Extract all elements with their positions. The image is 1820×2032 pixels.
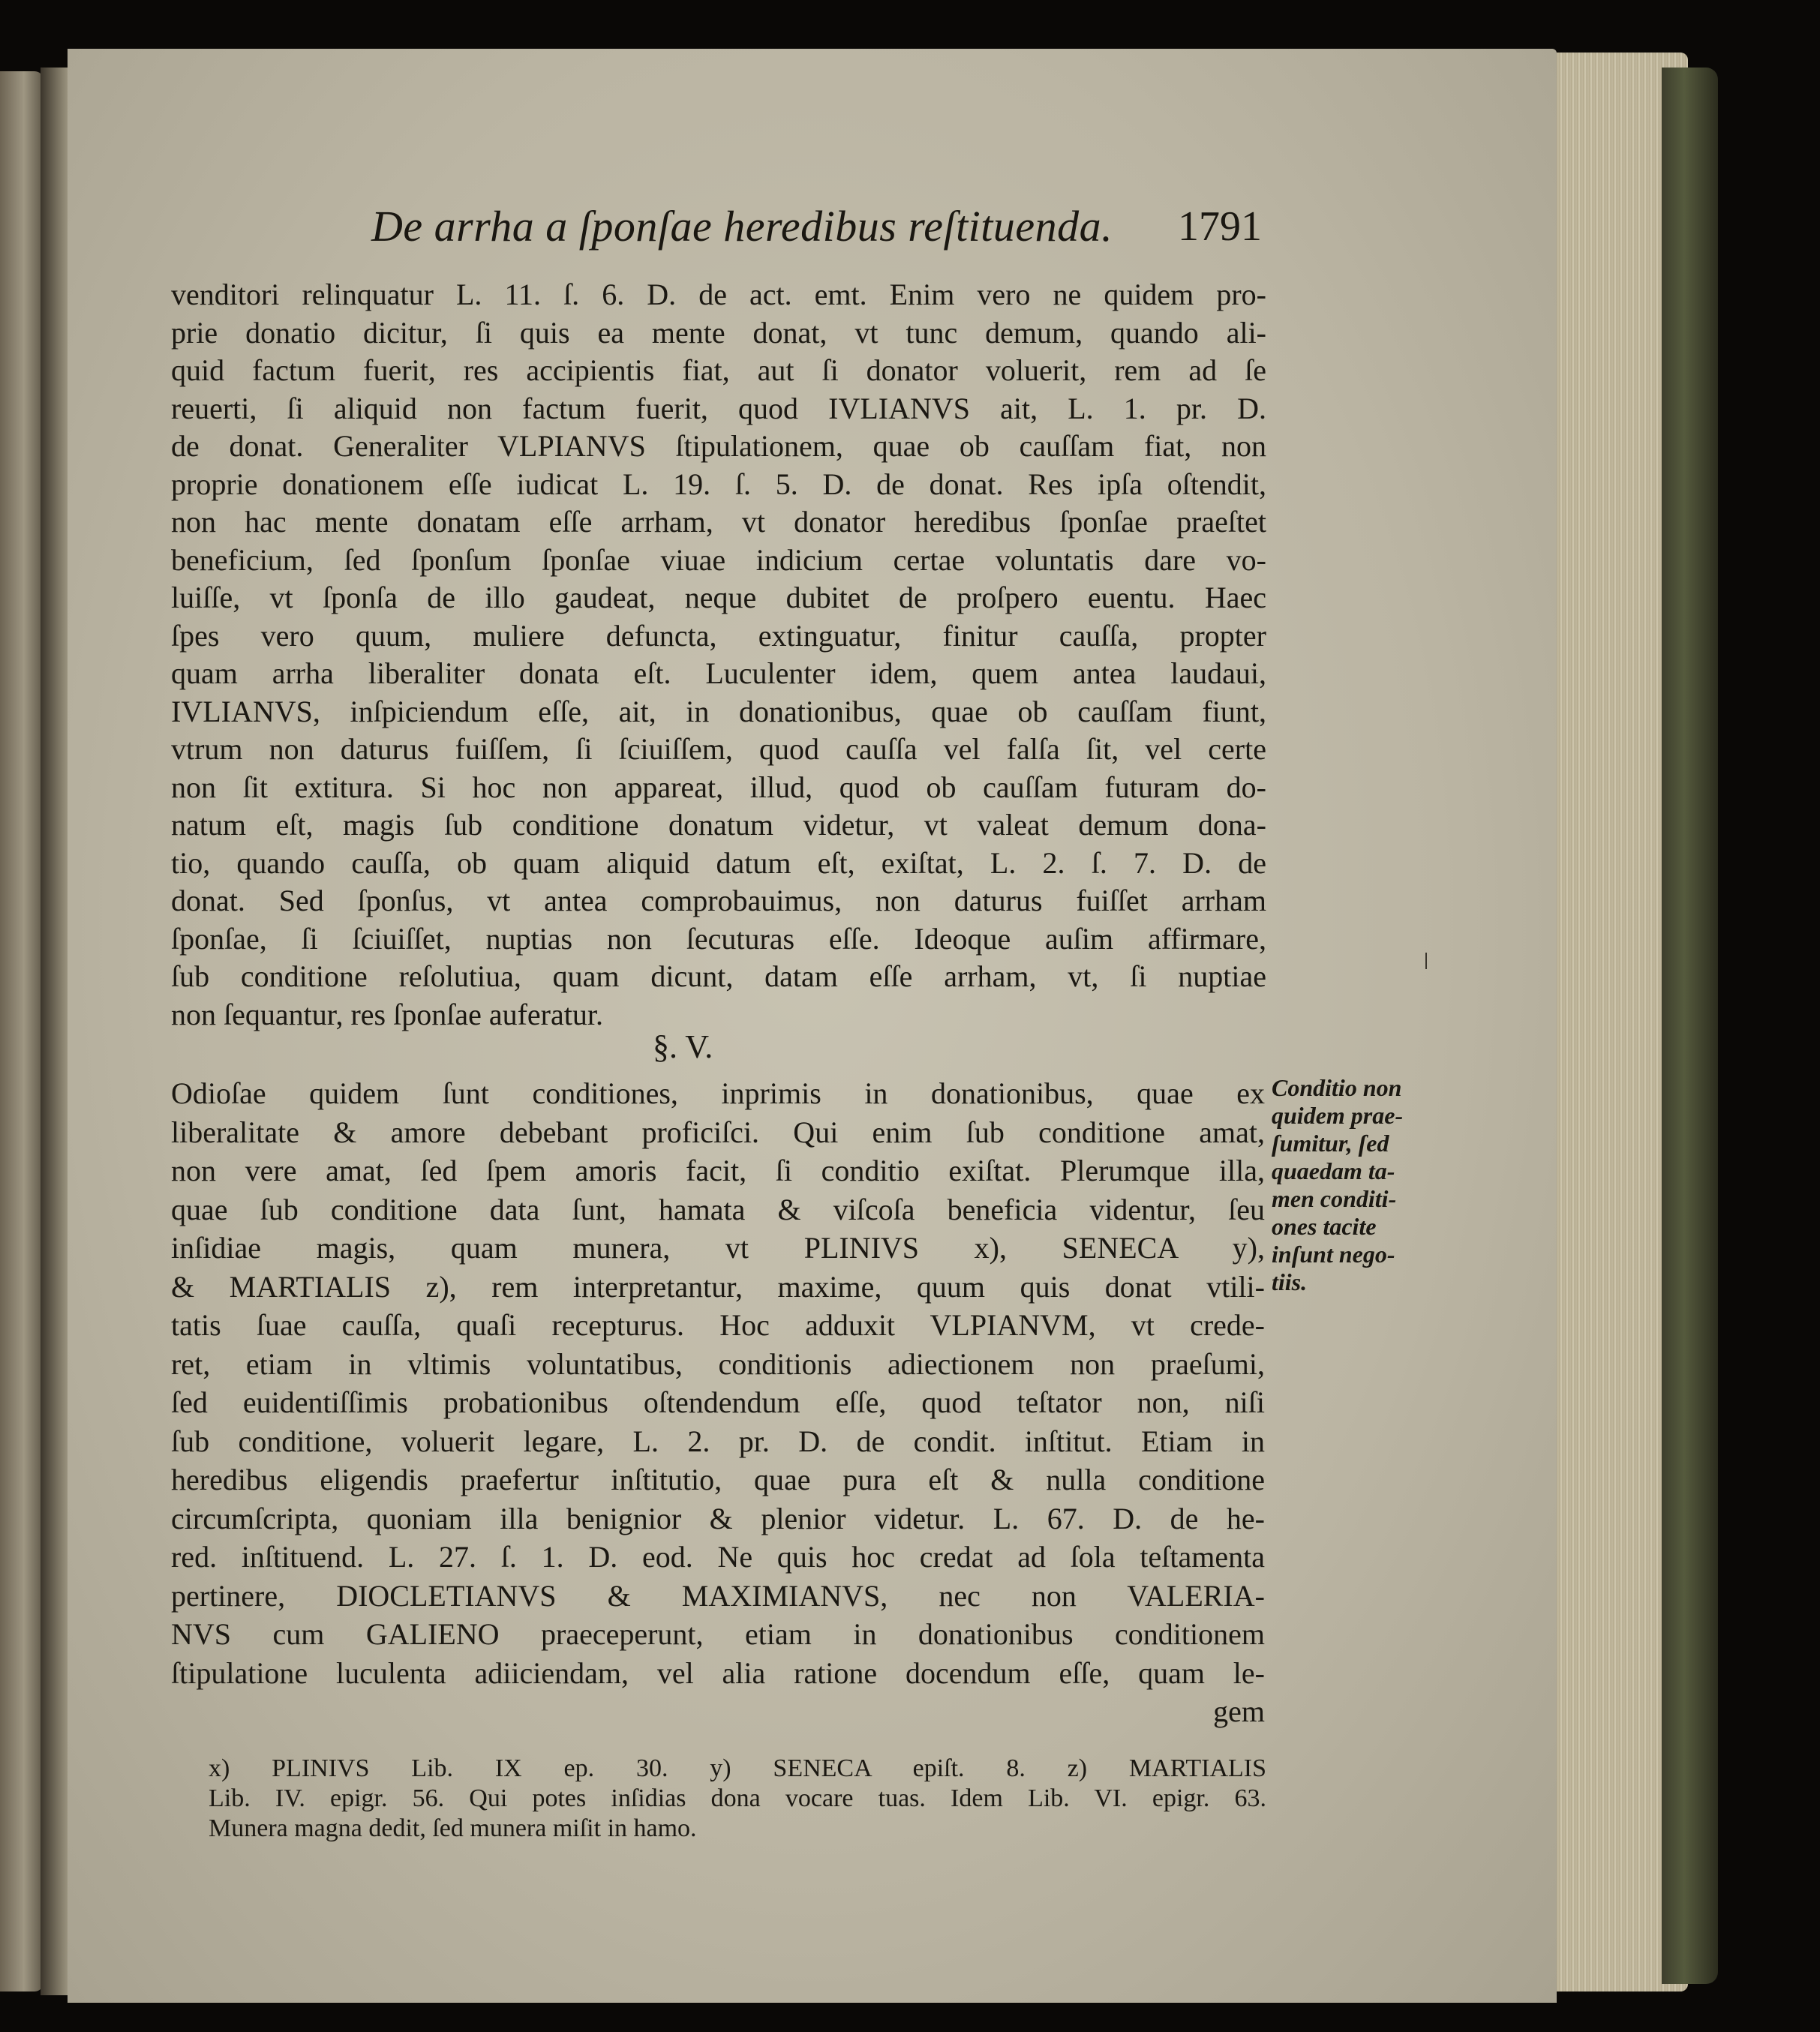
text-line: quam arrha liberaliter donata eſt. Luculenter idem, quem antea laudaui, (171, 656, 1266, 690)
text-line: Odioſae quidem ſunt conditiones, inprimis in donationibus, quae ex (171, 1076, 1265, 1110)
text-line: pertinere, DIOCLETIANVS & MAXIMIANVS, nec non VALERIA- (171, 1578, 1265, 1613)
text-line: donat. Sed ſponſus, vt antea comprobauimus, non daturus fuiſſet arrham (171, 884, 1266, 917)
text-line: tatis ſuae cauſſa, quaſi recepturus. Hoc adduxit VLPIANVM, vt crede- (171, 1308, 1265, 1342)
text-line: quid factum fuerit, res accipientis fiat, aut ſi donator voluerit, rem ad ſe (171, 353, 1266, 387)
marginal-line: ones tacite (1272, 1213, 1377, 1240)
marginal-line: quaedam ta- (1272, 1157, 1395, 1184)
text-line: ſpes vero quum, muliere defuncta, extinguatur, finitur cauſſa, propter (171, 618, 1266, 653)
margin-mark (1425, 953, 1427, 969)
text-line: NVS cum GALIENO praeceperunt, etiam in donationibus conditionem (171, 1617, 1265, 1651)
text-line: natum eſt, magis ſub conditione donatum videtur, vt valeat demum dona- (171, 808, 1266, 842)
text-line: circumſcripta, quoniam illa benignior & plenior videtur. L. 67. D. de he- (171, 1501, 1265, 1535)
catchword: gem (1213, 1694, 1265, 1728)
text-line: ſub conditione reſolutiua, quam dicunt, datam eſſe arrham, vt, ſi nuptiae (171, 959, 1266, 993)
text-line: tio, quando cauſſa, ob quam aliquid datum eſt, exiſtat, L. 2. ſ. 7. D. de (171, 845, 1266, 880)
text-line: ſed euidentiſſimis probationibus oſtendendum eſſe, quod teſtator non, niſi (171, 1385, 1265, 1419)
footnote-line: x) PLINIVS Lib. IX ep. 30. y) SENECA epiſt. 8. z) MARTIALIS (209, 1754, 1266, 1782)
text-line: quae ſub conditione data ſunt, hamata & viſcoſa beneficia videntur, ſeu (171, 1192, 1265, 1226)
text-line: beneficium, ſed ſponſum ſponſae viuae indicium certae voluntatis dare vo- (171, 542, 1266, 577)
text-line: & MARTIALIS z), rem interpretantur, maxime, quum quis donat vtili- (171, 1269, 1265, 1304)
text-line: ſponſae, ſi ſciuiſſet, nuptias non ſecuturas eſſe. Ideoque auſim affirmare, (171, 921, 1266, 956)
marginal-line: men conditi- (1272, 1185, 1397, 1212)
text-line: IVLIANVS, inſpiciendum eſſe, ait, in donationibus, quae ob cauſſam fiunt, (171, 694, 1266, 728)
text-line: de donat. Generaliter VLPIANVS ſtipulationem, quae ob cauſſam fiat, non (171, 429, 1266, 463)
text-line: inſidiae magis, quam munera, vt PLINIVS x), SENECA y), (171, 1231, 1265, 1265)
marginal-line: tiis. (1272, 1268, 1308, 1295)
book-gutter (41, 68, 71, 1995)
text-line: ret, etiam in vltimis voluntatibus, conditionis adiectionem non praeſumi, (171, 1346, 1265, 1381)
page-header (173, 201, 1279, 254)
marginal-line: ſumitur, ſed (1272, 1130, 1389, 1157)
text-line: luiſſe, vt ſponſa de illo gaudeat, neque dubitet de proſpero euentu. Haec (171, 581, 1266, 614)
left-page-edge (0, 71, 44, 1991)
footnote-line: Munera magna dedit, ſed munera miſit in hamo. (209, 1814, 697, 1842)
footnote-line: Lib. IV. epigr. 56. Qui potes inſidias dona vocare tuas. Idem Lib. VI. epigr. 63. (209, 1784, 1266, 1812)
text-line: proprie donationem eſſe iudicat L. 19. ſ. 5. D. de donat. Res ipſa oſtendit, (171, 467, 1266, 501)
text-line: venditori relinquatur L. 11. ſ. 6. D. de act. emt. Enim vero ne quidem pro- (171, 278, 1266, 311)
running-title: De arrha a ſponſae heredibus reſtituenda. (371, 202, 1113, 251)
marginal-line: quidem prae- (1272, 1102, 1404, 1129)
footnotes (209, 1754, 1266, 1844)
text-line: reuerti, ſi aliquid non factum fuerit, quod IVLIANVS ait, L. 1. pr. D. (171, 391, 1266, 425)
marginal-note (1272, 1074, 1425, 1296)
text-line: prie donatio dicitur, ſi quis ea mente donat, vt tunc demum, quando ali- (171, 315, 1266, 350)
marginal-line: Conditio non (1272, 1074, 1402, 1101)
marginal-line: inſunt nego- (1272, 1241, 1395, 1268)
text-line: non ſequantur, res ſponſae auferatur. (171, 997, 603, 1031)
text-line: red. inſtituend. L. 27. ſ. 1. D. eod. Ne quis hoc credat ad ſola teſtamenta (171, 1540, 1265, 1574)
text-line: non vere amat, ſed ſpem amoris facit, ſi conditio exiſtat. Plerumque illa, (171, 1154, 1265, 1187)
text-line: liberalitate & amore debebant proficiſci. Qui enim ſub conditione amat, (171, 1115, 1265, 1149)
text-line: non hac mente donatam eſſe arrham, vt donator heredibus ſponſae praeſtet (171, 505, 1266, 539)
text-line: ſub conditione, voluerit legare, L. 2. pr. D. de condit. inſtitut. Etiam in (171, 1424, 1265, 1458)
book-cover-board (1662, 68, 1718, 1984)
text-line: heredibus eligendis praefertur inſtitutio, quae pura eſt & nulla conditione (171, 1463, 1265, 1496)
page-number: 1791 (1178, 203, 1262, 250)
text-line: ſtipulatione luculenta adiiciendam, vel alia ratione docendum eſſe, quam le- (171, 1655, 1265, 1690)
text-line: vtrum non daturus fuiſſem, ſi ſciuiſſem, quod cauſſa vel falſa ſit, vel certe (171, 732, 1266, 766)
text-line: non ſit extitura. Si hoc non appareat, illud, quod ob cauſſam futuram do- (171, 770, 1266, 804)
paragraph-1 (171, 276, 1266, 1034)
paragraph-2 (171, 1074, 1265, 1731)
section-heading: §. V. (653, 1028, 713, 1065)
